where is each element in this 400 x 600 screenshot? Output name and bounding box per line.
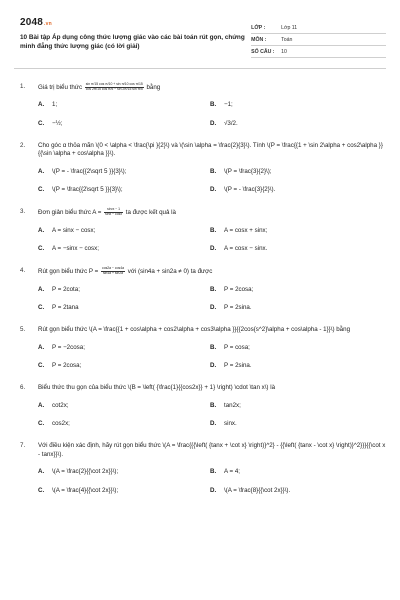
option-b[interactable] xyxy=(210,344,382,352)
question-number: 2. xyxy=(20,141,26,149)
question-text-part: với (sin4a + sin2a ≠ 0) ta được xyxy=(127,268,213,276)
question xyxy=(20,326,386,370)
option-c[interactable] xyxy=(38,420,210,428)
document-title: 10 Bài tập Áp dụng công thức lượng giác vào các bài toán rút gọn, chứng minh đẳng thức lượng giác (có lời giải) xyxy=(20,33,245,50)
option-text: \(P = \frac{{2\sqrt 5 }}{3}\); xyxy=(52,186,123,194)
option-text: P = 2sina. xyxy=(224,303,252,311)
question xyxy=(20,208,386,253)
meta-label: MÔN : xyxy=(251,36,267,43)
option-letter: D. xyxy=(210,486,217,494)
option-letter: B. xyxy=(210,468,217,476)
question-number: 4. xyxy=(20,267,26,275)
options xyxy=(38,402,386,429)
option-d[interactable] xyxy=(210,362,382,370)
option-b[interactable] xyxy=(210,402,382,410)
question-text: Rút gọn biểu thức \(A = \frac{{1 + cos\alpha + cos2\alpha + cos3\alpha }}{{2cos{s^2}\alpha + cos\alpha - 1}}\) bằng xyxy=(38,326,351,334)
option-letter: D. xyxy=(210,186,217,194)
options xyxy=(38,286,386,313)
meta-label: LỚP : xyxy=(251,24,266,31)
option-c[interactable] xyxy=(38,362,210,370)
option-letter: D. xyxy=(210,303,217,311)
question-text xyxy=(38,83,386,92)
question-number: 7. xyxy=(20,442,26,450)
options xyxy=(38,344,386,371)
option-text: A = cosx − sinx. xyxy=(224,244,268,252)
question xyxy=(20,384,386,428)
question-text: Biểu thức thu gọn của biểu thức \(B = \left( {\frac{1}{{cos2x}} + 1} \right) \cdot \tan x\) là xyxy=(38,384,276,392)
fraction-denominator: sinx − cosx xyxy=(105,212,123,217)
option-text: −1; xyxy=(224,101,233,109)
option-d[interactable] xyxy=(210,487,382,495)
option-letter: A. xyxy=(38,343,45,351)
option-letter: A. xyxy=(38,285,45,293)
option-letter: B. xyxy=(210,285,217,293)
fraction-numerator: sin π/15 cos π/10 + sin π/10 cos π/15 xyxy=(85,82,143,86)
option-text: \(P = \frac{3}{2}\); xyxy=(224,167,272,175)
option-text: 1; xyxy=(52,101,58,109)
question-text xyxy=(38,267,386,276)
option-text: \(P = - \frac{{2\sqrt 5 }}{3}\); xyxy=(52,167,127,175)
option-text: P = 2cota; xyxy=(52,285,80,293)
question xyxy=(20,142,386,194)
option-text: cot2x; xyxy=(52,401,69,409)
question-text-part: Rút gọn biểu thức P = xyxy=(38,268,99,276)
option-b[interactable] xyxy=(210,468,382,476)
meta-value: 10 xyxy=(281,48,287,55)
option-letter: C. xyxy=(38,303,45,311)
question-number: 1. xyxy=(20,83,26,90)
option-text: P = 2cosa; xyxy=(224,285,254,293)
meta-row-count xyxy=(251,46,386,58)
question-number: 5. xyxy=(20,326,26,334)
option-b[interactable] xyxy=(210,286,382,294)
option-text: √3/2. xyxy=(224,119,238,127)
option-letter: D. xyxy=(210,362,217,370)
option-letter: A. xyxy=(38,401,45,409)
fraction-numerator: cos2a − cos4a xyxy=(102,266,124,271)
question-text: Với điều kiện xác định, hãy rút gọn biểu thức \(A = \frac{{{\left( {tanx + \cot x} \right)}^2} - {{\left( {tanx - \cot x} \right)}^2}}}{{\cot x - tanx}}\). xyxy=(38,442,386,458)
fraction-denominator: sin4a + sin2a xyxy=(102,271,124,276)
option-c[interactable] xyxy=(38,186,210,194)
option-d[interactable] xyxy=(210,245,382,253)
option-text: P = 2tana xyxy=(52,303,79,311)
options xyxy=(38,468,386,495)
option-b[interactable] xyxy=(210,227,382,235)
meta-row-class xyxy=(251,22,386,34)
logo-suffix: .vn xyxy=(44,21,52,27)
option-letter: C. xyxy=(38,486,45,494)
question-text-part: Giá trị biểu thức xyxy=(38,83,83,91)
option-text: P = −2cosa; xyxy=(52,343,85,351)
option-text: sinx. xyxy=(224,420,237,428)
meta-value: Lớp 11 xyxy=(281,24,298,31)
option-c[interactable] xyxy=(38,245,210,253)
option-letter: A. xyxy=(38,167,45,175)
fraction xyxy=(104,208,123,216)
option-a[interactable] xyxy=(38,168,210,176)
question-number: 3. xyxy=(20,208,26,216)
header xyxy=(20,8,386,58)
option-text: A = sinx − cosx; xyxy=(52,226,96,234)
question-text-part: Đơn giản biểu thức A = xyxy=(38,209,102,217)
option-a[interactable] xyxy=(38,468,210,476)
fraction xyxy=(85,83,144,91)
options xyxy=(38,101,386,128)
header-left xyxy=(20,8,251,58)
option-a[interactable] xyxy=(38,101,210,109)
question xyxy=(20,267,386,312)
option-letter: C. xyxy=(38,244,45,252)
option-d[interactable] xyxy=(210,186,382,194)
question-text-part: ta được kết quả là xyxy=(125,209,176,217)
option-text: tan2x; xyxy=(224,401,241,409)
option-c[interactable] xyxy=(38,304,210,312)
option-text: P = cosa; xyxy=(224,343,250,351)
option-text: P = 2cosa; xyxy=(52,362,82,370)
options xyxy=(38,168,386,195)
meta-label: SỐ CÂU : xyxy=(251,48,275,55)
options xyxy=(38,227,386,254)
option-letter: A. xyxy=(38,468,45,476)
option-a[interactable] xyxy=(38,344,210,352)
option-a[interactable] xyxy=(38,227,210,235)
option-letter: B. xyxy=(210,167,217,175)
option-letter: D. xyxy=(210,119,217,127)
option-letter: C. xyxy=(38,119,45,127)
meta-value: Toán xyxy=(281,36,293,43)
option-letter: C. xyxy=(38,362,45,370)
question xyxy=(20,442,386,494)
option-text: \(A = \frac{2}{{\cot 2x}}\); xyxy=(52,468,119,476)
option-c[interactable] xyxy=(38,120,210,128)
option-letter: B. xyxy=(210,101,217,109)
option-text: −½; xyxy=(52,119,63,127)
option-b[interactable] xyxy=(210,168,382,176)
option-text: cos2x; xyxy=(52,420,70,428)
option-b[interactable] xyxy=(210,101,382,109)
fraction xyxy=(101,267,125,275)
option-letter: B. xyxy=(210,226,217,234)
question-text xyxy=(38,208,386,217)
option-letter: A. xyxy=(38,226,45,234)
option-d[interactable] xyxy=(210,420,382,428)
option-letter: B. xyxy=(210,401,217,409)
option-letter: D. xyxy=(210,420,217,428)
option-letter: C. xyxy=(38,186,45,194)
option-text: P = 2sina. xyxy=(224,362,252,370)
option-letter: A. xyxy=(38,101,45,109)
option-a[interactable] xyxy=(38,286,210,294)
question-number: 6. xyxy=(20,384,26,392)
question-text-part: bằng xyxy=(146,83,161,91)
option-letter: B. xyxy=(210,343,217,351)
option-text: \(A = \frac{8}{{\cot 2x}}\). xyxy=(224,486,291,494)
question xyxy=(20,83,386,128)
fraction-denominator: cos 2π/15 cos π/5 − sin 2π/15 sin π/5 xyxy=(85,86,143,91)
site-logo[interactable] xyxy=(20,16,251,30)
option-text: A = cosx + sinx; xyxy=(224,226,268,234)
meta-row-subject xyxy=(251,34,386,46)
fraction-numerator: sin²x − 1 xyxy=(104,208,123,213)
logo-text: 2048 xyxy=(20,17,44,28)
meta-table xyxy=(251,22,386,58)
option-letter: D. xyxy=(210,244,217,252)
option-text: \(A = \frac{4}{{\cot 2x}}\); xyxy=(52,486,119,494)
option-text: \(P = - \frac{3}{2}\). xyxy=(224,186,276,194)
option-c[interactable] xyxy=(38,487,210,495)
option-d[interactable] xyxy=(210,304,382,312)
option-text: A = 4; xyxy=(224,468,240,476)
option-d[interactable] xyxy=(210,120,382,128)
option-letter: C. xyxy=(38,420,45,428)
header-divider xyxy=(14,68,386,69)
option-text: A = −sinx − cosx; xyxy=(52,244,99,252)
option-a[interactable] xyxy=(38,402,210,410)
question-text: Cho góc α thỏa mãn \(0 < \alpha < \frac{\pi }{2}\) và \(\sin \alpha = \frac{2}{3}\). Tính \(P = \frac{{1 + \sin 2\alpha + cos2\alpha }}{{\sin \alpha + cos\alpha }}\). xyxy=(38,141,383,158)
